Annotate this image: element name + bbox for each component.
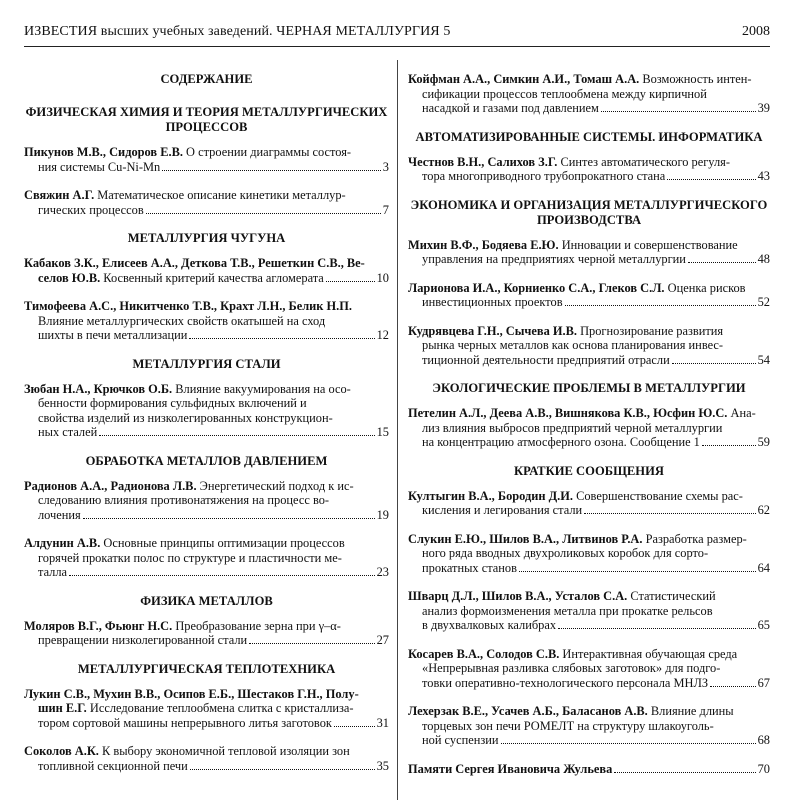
entry-page: 65 <box>757 618 770 632</box>
section-heading: ФИЗИЧЕСКАЯ ХИМИЯ И ТЕОРИЯ МЕТАЛЛУРГИЧЕСКИХ ПРОЦЕССОВ <box>25 105 388 134</box>
leader-dots <box>702 436 756 446</box>
section-heading: ОБРАБОТКА МЕТАЛЛОВ ДАВЛЕНИЕМ <box>85 453 328 468</box>
entry-page: 67 <box>757 675 770 690</box>
section-heading: КРАТКИЕ СООБЩЕНИЯ <box>513 463 664 478</box>
entry-authors: Ларионова И.А., Корниенко С.А., Глеков С.Л. <box>408 280 665 295</box>
entry-title-end: товки оперативно-технологического персонала МНЛЗ <box>422 675 709 690</box>
leader-dots <box>688 253 756 263</box>
leader-dots <box>565 296 756 306</box>
entry-title-end: прокатных станов <box>422 560 517 575</box>
leader-dots <box>601 102 756 112</box>
entry-title: Разработка размер- <box>642 531 747 546</box>
entry-page: 54 <box>757 352 770 367</box>
entry-title: Инновации и совершенствование <box>558 237 738 252</box>
toc-entry[interactable] <box>408 324 770 368</box>
entry-title: Статистический <box>627 589 716 603</box>
leader-dots <box>249 634 374 644</box>
leader-dots <box>146 204 381 214</box>
entry-authors: Косарев В.А., Солодов С.В. <box>408 646 560 661</box>
entry-title: Прогнозирование развития <box>576 323 724 338</box>
toc-entry[interactable] <box>24 382 389 440</box>
entry-title: Возможность интен- <box>639 72 752 86</box>
entry-authors: Лехерзак В.Е., Усачев А.Б., Баласанов А.В. <box>408 704 648 718</box>
toc-entry[interactable] <box>408 155 770 184</box>
entry-title-end: тором сортовой машины непрерывного литья заготовок <box>38 715 332 730</box>
entry-title-end: на концентрацию атмосферного озона. Сообщение 1 <box>422 435 700 449</box>
entry-title: Оценка рисков <box>664 280 746 295</box>
entry-title: Интерактивная обучающая среда <box>559 646 738 661</box>
entry-title: Синтез автоматического регуля- <box>557 154 730 169</box>
entry-page: 48 <box>757 252 770 266</box>
entry-title-cont: анализ формоизменения металла при прокатке рельсов <box>422 603 713 618</box>
entry-authors: Шварц Д.Л., Шилов В.А., Усталов С.А. <box>408 589 628 603</box>
entry-authors: Слукин Е.Ю., Шилов В.А., Литвинов Р.А. <box>408 531 643 546</box>
leader-dots <box>162 161 381 171</box>
entry-page: 59 <box>757 435 770 449</box>
entry-authors: Моляров В.Г., Фьюнг Н.С. <box>24 618 173 633</box>
entry-title-cont: сификации процессов теплообмена между кирпичной <box>422 86 707 101</box>
toc-entry[interactable] <box>24 188 389 217</box>
entry-authors: Култыгин В.А., Бородин Д.И. <box>408 488 573 503</box>
section-heading: АВТОМАТИЗИРОВАННЫЕ СИСТЕМЫ. ИНФОРМАТИКА <box>415 129 763 144</box>
leader-dots <box>672 354 756 364</box>
entry-title-end: тиционной деятельности предприятий отрасли <box>422 352 670 367</box>
entry-authors: Пикунов М.В., Сидоров Е.В. <box>24 145 183 159</box>
contents-title: СОДЕРЖАНИЕ <box>160 72 253 86</box>
toc-entry[interactable] <box>408 704 770 748</box>
entry-page: 52 <box>757 295 770 309</box>
leader-dots <box>558 619 756 629</box>
entry-authors: Койфман А.А., Симкин А.И., Томаш А.А. <box>408 72 640 86</box>
entry-title-end: шихты в печи металлизации <box>38 328 188 342</box>
toc-entry[interactable] <box>408 238 770 267</box>
entry-page: 10 <box>376 270 389 285</box>
entry-authors: Михин В.Ф., Бодяева Е.Ю. <box>408 237 559 252</box>
entry-authors: Зюбан Н.А., Крючков О.Б. <box>24 381 173 396</box>
entry-authors: Алдунин А.В. <box>24 536 101 550</box>
entry-page: 19 <box>376 507 389 522</box>
entry-title: Ана- <box>727 406 756 420</box>
entry-page: 23 <box>376 565 389 579</box>
entry-title: Энергетический подход к ис- <box>196 478 354 493</box>
toc-entry[interactable] <box>24 299 389 343</box>
toc-entry[interactable] <box>408 72 770 116</box>
entry-title-cont: бенности формирования сульфидных включений и <box>38 396 307 410</box>
entry-title-end: талла <box>38 565 68 579</box>
leader-dots <box>614 763 755 773</box>
entry-authors: Петелин А.Л., Деева А.В., Вишнякова К.В., Юсфин Ю.С. <box>408 406 728 420</box>
entry-title: Математическое описание кинетики металлур- <box>94 188 346 202</box>
entry-title-cont: ного ряда вводных двухроликовых коробок для сорто- <box>422 546 709 560</box>
entry-title: Преобразование зерна при γ–α- <box>172 618 341 633</box>
entry-title-cont: торцевых зон печи РОМЕЛТ на структуру шлакоуголь- <box>422 718 714 733</box>
entry-title-end: инвестиционных проектов <box>422 295 563 309</box>
entry-title-end: ния системы Cu-Ni-Mn <box>38 159 161 174</box>
entry-title-end: кисления и легирования стали <box>422 503 583 517</box>
toc-entry[interactable] <box>24 619 389 648</box>
entry-authors: Соколов А.К. <box>24 744 99 758</box>
section-heading: МЕТАЛЛУРГИЧЕСКАЯ ТЕПЛОТЕХНИКА <box>77 661 336 676</box>
leader-dots <box>83 509 375 519</box>
entry-title: Влияние металлургических свойств окатышей на сход <box>38 313 326 328</box>
leader-dots <box>710 677 756 687</box>
contents-right-column <box>408 72 770 790</box>
toc-entry[interactable] <box>24 744 389 773</box>
leader-dots <box>190 760 375 770</box>
toc-entry[interactable] <box>24 145 389 174</box>
leader-dots <box>519 562 756 572</box>
entry-title: Совершенствование схемы рас- <box>573 488 743 503</box>
entry-page: 3 <box>382 159 389 174</box>
toc-entry[interactable] <box>24 479 389 523</box>
entry-title-cont: рынка черных металлов как основа планирования инвес- <box>422 338 724 352</box>
leader-dots <box>584 504 755 514</box>
toc-entry[interactable] <box>408 589 770 633</box>
entry-title-end: насадкой и газами под давлением <box>422 101 599 115</box>
journal-header <box>24 20 770 47</box>
entry-page: 39 <box>757 101 770 115</box>
entry-page: 43 <box>757 169 770 183</box>
entry-title-cont: свойства изделий из низколегированных конструкцион- <box>38 410 333 425</box>
entry-title-end: топливной секционной печи <box>38 758 188 773</box>
entry-title: Влияние вакуумирования на осо- <box>172 381 351 396</box>
entry-title-end: гических процессов <box>38 202 144 217</box>
toc-entry[interactable] <box>408 762 770 777</box>
toc-entry[interactable] <box>408 489 770 518</box>
entry-authors: Свяжин А.Г. <box>24 188 95 202</box>
entry-title: Косвенный критерий качества агломерата <box>100 270 324 285</box>
toc-entry[interactable] <box>24 687 389 731</box>
entry-title-cont: горячей прокатки полос по структуре и пластичности ме- <box>38 550 342 565</box>
entry-title-cont: «Непрерывная разливка слябовых заготовок» для подго- <box>422 661 721 675</box>
section-heading: МЕТАЛЛУРГИЯ СТАЛИ <box>132 356 281 371</box>
entry-title-cont: следованию влияния противонатяжения на процесс во- <box>38 493 330 507</box>
leader-dots <box>99 426 374 436</box>
entry-page: 7 <box>382 202 389 217</box>
entry-authors: Тимофеева А.С., Никитченко Т.В., Крахт Л.Н., Белик Н.П. <box>24 299 353 313</box>
toc-entry[interactable] <box>408 647 770 691</box>
entry-authors: Лукин С.В., Мухин В.В., Осипов Е.Б., Шестаков Г.Н., Полу- <box>24 686 359 701</box>
entry-page: 15 <box>376 425 389 439</box>
entry-title-end: управления на предприятиях черной металлургии <box>422 252 686 266</box>
journal-year: 2008 <box>742 24 770 39</box>
entry-title-end: тора многоприводного трубопрокатного стана <box>422 169 666 183</box>
entry-authors: Честнов В.Н., Салихов З.Г. <box>408 154 558 169</box>
entry-page: 68 <box>757 733 770 747</box>
entry-authors-cont: селов Ю.В. <box>38 270 101 285</box>
section-heading: ФИЗИКА МЕТАЛЛОВ <box>140 593 273 608</box>
contents-left-column <box>24 60 389 787</box>
toc-entry[interactable] <box>408 532 770 576</box>
toc-entry[interactable] <box>24 256 389 285</box>
leader-dots <box>501 734 756 744</box>
entry-title-end: ной суспензии <box>422 733 499 747</box>
entry-page: 12 <box>376 328 389 342</box>
toc-entry[interactable] <box>408 281 770 310</box>
leader-dots <box>334 717 375 727</box>
column-divider <box>397 60 398 800</box>
entry-title-end: в двухвалковых калибрах <box>422 618 557 632</box>
entry-title: К выбору экономичной тепловой изоляции зон <box>98 744 350 758</box>
section-heading: ЭКОЛОГИЧЕСКИЕ ПРОБЛЕМЫ В МЕТАЛЛУРГИИ <box>432 381 746 395</box>
entry-page: 62 <box>757 503 770 517</box>
entry-page: 31 <box>376 715 389 730</box>
section-heading: МЕТАЛЛУРГИЯ ЧУГУНА <box>127 231 286 245</box>
entry-authors-cont: шин Е.Г. <box>38 701 87 715</box>
entry-title-cont: лиз влияния выбросов предприятий черной металлургии <box>422 420 723 435</box>
entry-page: 35 <box>376 758 389 773</box>
entry-authors: Кабаков З.К., Елисеев А.А., Деткова Т.В., Решеткин С.В., Ве- <box>24 256 365 270</box>
leader-dots <box>69 566 375 576</box>
entry-authors: Памяти Сергея Ивановича Жульева <box>408 761 613 776</box>
toc-entry[interactable] <box>408 406 770 450</box>
section-heading: ЭКОНОМИКА И ОРГАНИЗАЦИЯ МЕТАЛЛУРГИЧЕСКОГО ПРОИЗВОДСТВА <box>410 197 768 227</box>
entry-title-end: лочения <box>38 507 81 522</box>
journal-title: ИЗВЕСТИЯ высших учебных заведений. ЧЕРНАЯ МЕТАЛЛУРГИЯ 5 <box>24 24 451 39</box>
entry-page: 27 <box>376 633 389 647</box>
entry-title-end: ных сталей <box>38 425 98 439</box>
entry-page: 70 <box>757 761 770 776</box>
entry-title: Влияние длины <box>647 704 734 718</box>
entry-authors: Кудрявцева Г.Н., Сычева И.В. <box>408 323 577 338</box>
leader-dots <box>189 329 374 339</box>
entry-title: Исследование теплообмена слитка с кристаллиза- <box>86 701 354 715</box>
entry-title: О строении диаграммы состоя- <box>182 145 352 159</box>
leader-dots <box>326 272 375 282</box>
entry-page: 64 <box>757 560 770 575</box>
entry-title-end: превращении низколегированной стали <box>38 633 248 647</box>
leader-dots <box>667 170 755 180</box>
toc-entry[interactable] <box>24 536 389 580</box>
entry-title: Основные принципы оптимизации процессов <box>100 536 345 550</box>
entry-authors: Радионов А.А., Радионова Л.В. <box>24 478 197 493</box>
